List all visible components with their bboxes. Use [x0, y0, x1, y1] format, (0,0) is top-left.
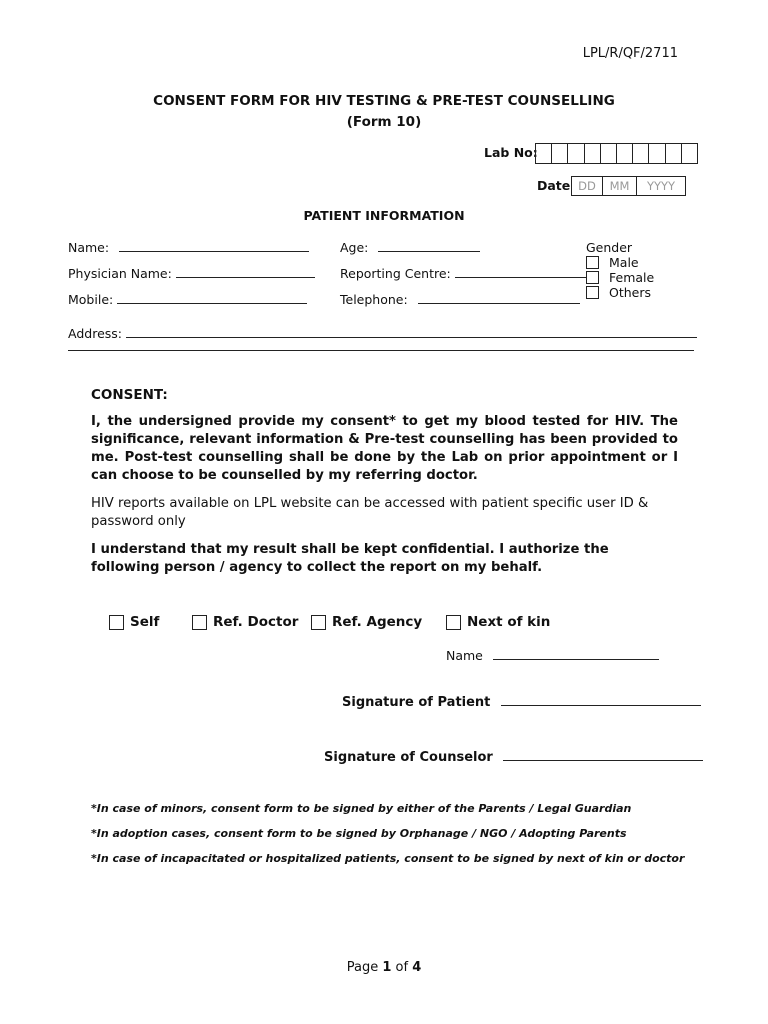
ref-doctor-label: Ref. Doctor — [213, 614, 299, 630]
option-ref-agency[interactable] — [311, 614, 422, 630]
total-pages: 4 — [412, 960, 422, 975]
lab-no-cell[interactable] — [682, 144, 697, 163]
patient-signature-blank[interactable] — [501, 694, 701, 706]
mobile-field[interactable] — [68, 292, 307, 307]
option-next-of-kin[interactable] — [446, 614, 550, 630]
age-label: Age: — [340, 240, 369, 255]
next-of-kin-checkbox[interactable] — [446, 615, 461, 630]
physician-name-blank[interactable] — [176, 266, 315, 278]
counselor-signature-blank[interactable] — [503, 749, 703, 761]
telephone-blank[interactable] — [418, 292, 580, 304]
ref-doctor-checkbox[interactable] — [192, 615, 207, 630]
counselor-signature-label: Signature of Counselor — [324, 750, 493, 765]
date-input[interactable] — [571, 176, 686, 196]
mobile-label: Mobile: — [68, 292, 114, 307]
lab-no-cell[interactable] — [649, 144, 665, 163]
lab-no-cell[interactable] — [585, 144, 601, 163]
consent-heading: CONSENT: — [91, 387, 168, 403]
lab-no-cell[interactable] — [536, 144, 552, 163]
gender-others-option[interactable] — [586, 285, 651, 300]
physician-name-field[interactable] — [68, 266, 315, 281]
lab-no-cell[interactable] — [568, 144, 584, 163]
form-reference-code: LPL/R/QF/2711 — [582, 46, 678, 61]
name-label: Name: — [68, 240, 110, 255]
confidentiality-statement: I understand that my result shall be kept confidential. I authorize the following person / agency to collect the report on my behalf. — [91, 542, 609, 575]
reporting-centre-label: Reporting Centre: — [340, 266, 451, 281]
gender-others-label: Others — [609, 285, 652, 300]
ref-agency-label: Ref. Agency — [332, 614, 423, 630]
reporting-centre-blank[interactable] — [455, 266, 586, 278]
self-label: Self — [130, 614, 160, 630]
consent-statement: I, the undersigned provide my consent* to get my blood tested for HIV. The significance, relevant information & Pre-test counselling has been provided to me. Post-test counselling shall be done by the Lab on prior appointment or I can choose to be counselled by my referring doctor. — [91, 414, 678, 483]
of-word: of — [395, 960, 409, 975]
form-subtitle: (Form 10) — [346, 114, 422, 130]
option-self[interactable] — [109, 614, 159, 630]
date-day-field[interactable]: DD — [572, 177, 603, 195]
page-number — [0, 960, 768, 975]
address-field[interactable] — [68, 326, 697, 341]
gender-male-option[interactable] — [586, 255, 639, 270]
age-field[interactable] — [340, 240, 480, 255]
lab-no-label: Lab No: — [484, 145, 538, 160]
date-year-field[interactable]: YYYY — [646, 179, 676, 193]
mobile-blank[interactable] — [117, 292, 307, 304]
lab-no-cell[interactable] — [666, 144, 682, 163]
name-blank[interactable] — [119, 240, 309, 252]
authorized-name-label: Name — [446, 648, 483, 663]
address-blank[interactable] — [126, 326, 697, 338]
page-word: Page — [346, 960, 379, 975]
counselor-signature-field[interactable] — [324, 749, 703, 765]
age-blank[interactable] — [378, 240, 480, 252]
patient-signature-label: Signature of Patient — [342, 695, 491, 710]
ref-agency-checkbox[interactable] — [311, 615, 326, 630]
next-of-kin-label: Next of kin — [467, 614, 551, 630]
lab-no-cell[interactable] — [633, 144, 649, 163]
date-label: Date — [537, 178, 571, 193]
gender-female-checkbox[interactable] — [586, 271, 599, 284]
gender-female-label: Female — [609, 270, 655, 285]
telephone-label: Telephone: — [340, 292, 408, 307]
telephone-field[interactable] — [340, 292, 580, 307]
report-access-note: HIV reports available on LPL website can be accessed with patient specific user ID & password only — [91, 496, 649, 529]
form-title: CONSENT FORM FOR HIV TESTING & PRE-TEST COUNSELLING — [153, 93, 615, 109]
address-second-line[interactable] — [68, 350, 694, 351]
date-month-field[interactable]: MM — [603, 177, 637, 195]
gender-female-option[interactable] — [586, 270, 654, 285]
option-ref-doctor[interactable] — [192, 614, 298, 630]
current-page: 1 — [382, 960, 392, 975]
self-checkbox[interactable] — [109, 615, 124, 630]
lab-no-cell[interactable] — [601, 144, 617, 163]
address-label: Address: — [68, 326, 122, 341]
gender-male-label: Male — [609, 255, 639, 270]
patient-signature-field[interactable] — [342, 694, 701, 710]
patient-info-heading: PATIENT INFORMATION — [303, 208, 465, 223]
gender-male-checkbox[interactable] — [586, 256, 599, 269]
note-minors: *In case of minors, consent form to be signed by either of the Parents / Legal Guardian — [91, 802, 632, 815]
lab-no-input[interactable] — [535, 143, 698, 164]
lab-no-cell[interactable] — [552, 144, 568, 163]
gender-label: Gender — [586, 240, 633, 255]
note-incapacitated: *In case of incapacitated or hospitalized patients, consent to be signed by next of kin or doctor — [91, 852, 685, 865]
authorized-name-field[interactable] — [446, 648, 659, 663]
lab-no-cell[interactable] — [617, 144, 633, 163]
name-field[interactable] — [68, 240, 309, 255]
gender-others-checkbox[interactable] — [586, 286, 599, 299]
physician-name-label: Physician Name: — [68, 266, 172, 281]
authorized-name-blank[interactable] — [493, 648, 659, 660]
reporting-centre-field[interactable] — [340, 266, 586, 281]
note-adoption: *In adoption cases, consent form to be signed by Orphanage / NGO / Adopting Parents — [91, 827, 627, 840]
